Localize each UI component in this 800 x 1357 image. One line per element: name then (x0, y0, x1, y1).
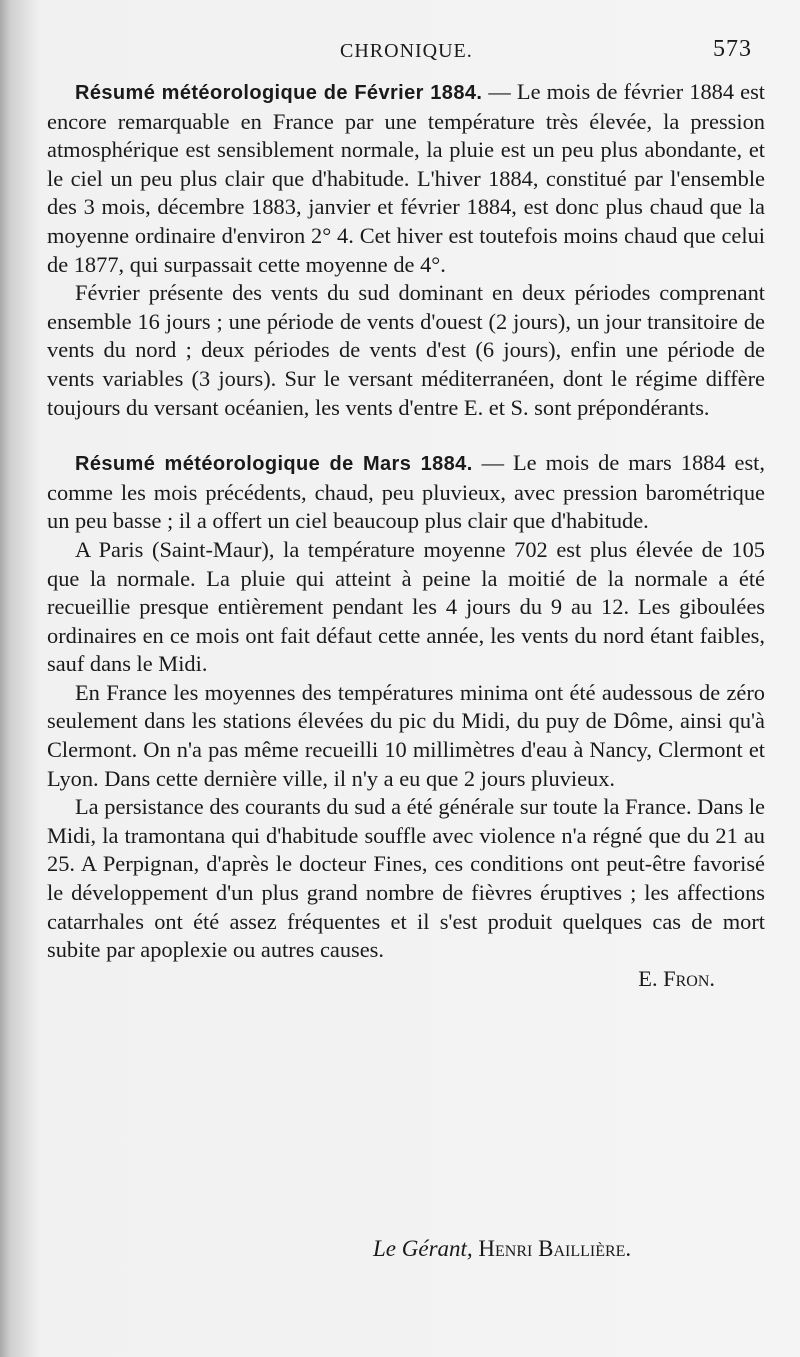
body-text (47, 78, 765, 993)
paragraph (47, 78, 765, 279)
paragraph: A Paris (Saint-Maur), la température moyenne 702 est plus élevée de 105 que la normale. La pluie qui atteint à peine la moitié de la normale a été recueillie presque entièrement pendant les 4 jours du 9 au 12. Les giboulées ordinaires en ce mois ont fait défaut cette année, les vents du nord étant faibles, sauf dans le Midi. (47, 536, 765, 677)
paragraph (47, 449, 765, 536)
section-title-february: Résumé météorologique de Février 1884. (75, 82, 483, 104)
publisher-line-content (373, 1236, 631, 1262)
paragraph-text: — Le mois de février 1884 est encore remarquable en France par une température très élevée, la pression atmosphérique est sensiblement normale, la pluie est un peu plus abondante, et le ciel un peu plus clair que d'habitude. L'hiver 1884, constitué par l'ensemble des 3 mois, décembre 1883, janvier et février 1884, est donc plus chaud que la moyenne ordinaire d'environ 2° 4. Cet hiver est toutefois moins chaud que celui de 1877, qui surpassait cette moyenne de 4°. (47, 79, 765, 277)
section-title-march: Résumé météorologique de Mars 1884. (75, 453, 473, 476)
paragraph-text: — Le mois de mars 1884 est, comme les mois précédents, chaud, peu pluvieux, avec pression barométrique un peu basse ; il a offert un ciel beaucoup plus clair que d'habitude. (47, 450, 765, 534)
page-number: 573 (713, 36, 752, 62)
paragraph: Février présente des vents du sud dominant en deux périodes comprenant ensemble 16 jours ; une période de vents d'ouest (2 jours), un jour transitoire de vents du nord ; deux périodes de vents d'est (6 jours), enfin une période de vents variables (3 jours). Sur le versant méditerranéen, dont le régime diffère toujours du versant océanien, les vents d'entre E. et S. sont prépondérants. (47, 280, 765, 420)
author-signature (47, 965, 765, 994)
page-header (0, 36, 800, 66)
paragraph: En France les moyennes des températures minima ont été audessous de zéro seulement dans les stations élevées du pic du Midi, du puy de Dôme, ainsi qu'à Clermont. On n'a pas même recueilli 10 millimètres d'eau à Nancy, Clermont et Lyon. Dans cette dernière ville, il n'y a eu que 2 jours pluvieux. (47, 679, 765, 791)
gerant-name: Henri Baillière. (478, 1236, 632, 1261)
gerant-label: Le Gérant, (373, 1236, 473, 1261)
paragraph: La persistance des courants du sud a été générale sur toute la France. Dans le Midi, la tramontana qui d'habitude souffle avec violence n'a régné que du 21 au 25. A Perpignan, d'après le docteur Fines, ces conditions ont peut-être favorisé le développement d'un plus grand nombre de fièvres éruptives ; les affections catarrhales ont été assez fréquentes et il s'est produit quelques cas de mort subite par apoplexie ou autres causes. (47, 794, 765, 963)
running-head: CHRONIQUE. (340, 40, 473, 62)
signature-text: E. Fron. (638, 965, 715, 991)
section-gap (47, 422, 765, 449)
